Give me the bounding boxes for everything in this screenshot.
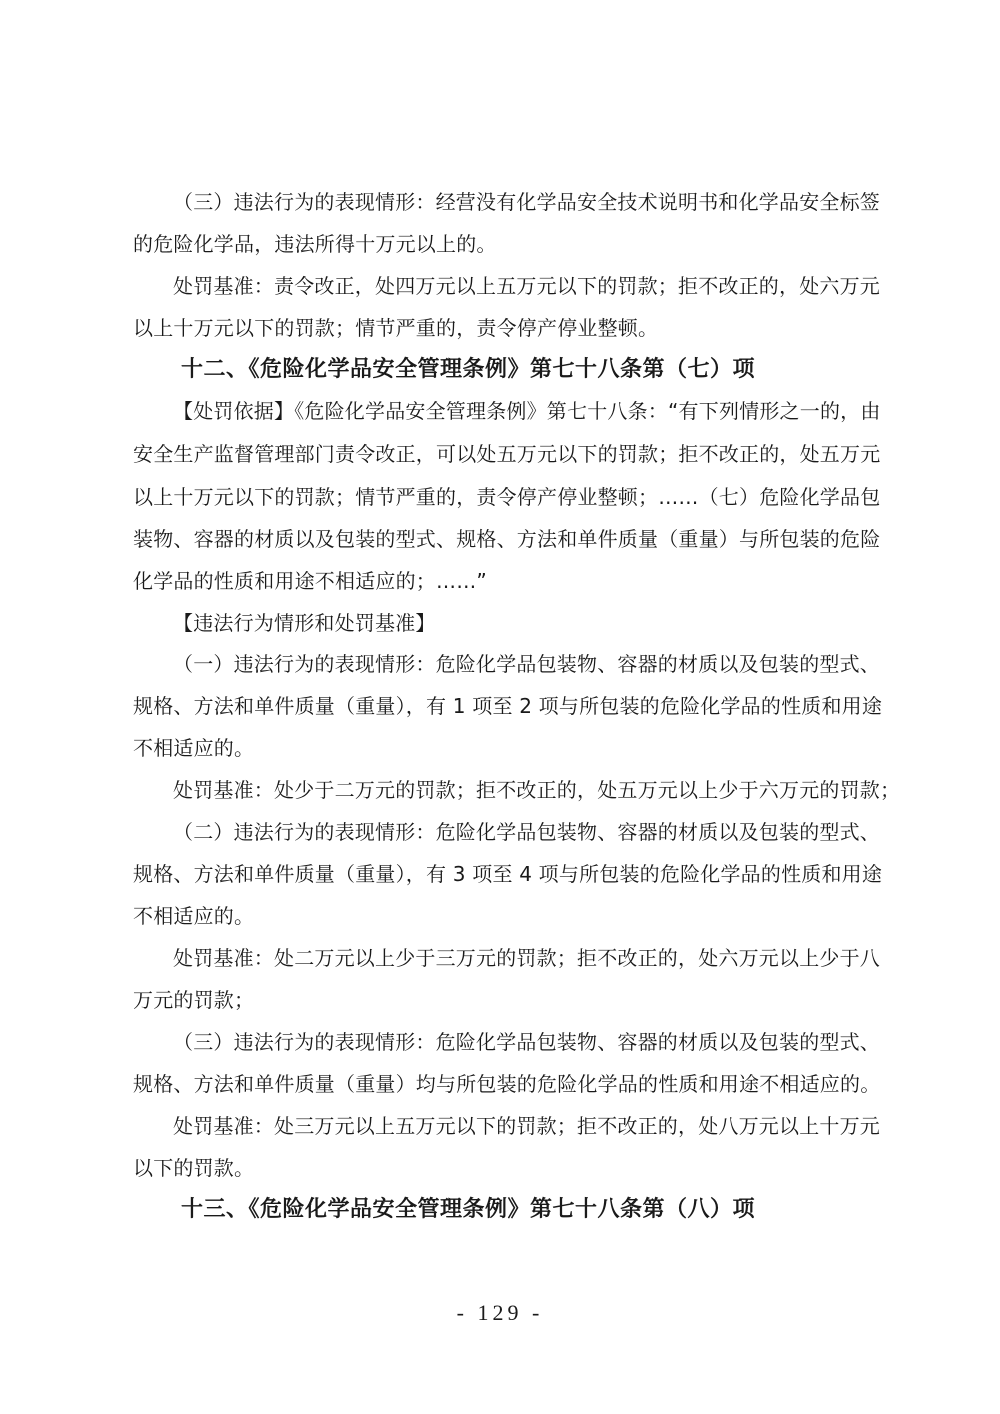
paragraph-line: 安全生产监督管理部门责令改正，可以处五万元以下的罚款；拒不改正的，处五万元 [133, 442, 881, 466]
paragraph-line: 以上十万元以下的罚款；情节严重的，责令停产停业整顿；……（七）危险化学品包 [133, 485, 881, 509]
paragraph-line: 以上十万元以下的罚款；情节严重的，责令停产停业整顿。 [133, 316, 659, 340]
paragraph-line: 不相适应的。 [133, 904, 255, 928]
paragraph-line: 装物、容器的材质以及包装的型式、规格、方法和单件质量（重量）与所包装的危险 [133, 527, 881, 551]
paragraph-line: 处罚基准：责令改正，处四万元以上五万元以下的罚款；拒不改正的，处六万元 [173, 274, 880, 298]
paragraph-line: 处罚基准：处少于二万元的罚款；拒不改正的，处五万元以上少于六万元的罚款； [173, 778, 901, 802]
paragraph-line: 规格、方法和单件质量（重量），有 3 项至 4 项与所包装的危险化学品的性质和用途 [133, 862, 883, 886]
paragraph-line: 【处罚依据】《危险化学品安全管理条例》第七十八条：“有下列情形之一的，由 [173, 399, 881, 423]
paragraph-line: 规格、方法和单件质量（重量），有 1 项至 2 项与所包装的危险化学品的性质和用途 [133, 694, 883, 718]
paragraph-line: 万元的罚款； [133, 988, 255, 1012]
section-heading: 十三、《危险化学品安全管理条例》第七十八条第（八）项 [181, 1196, 756, 1222]
paragraph-line: 处罚基准：处三万元以上五万元以下的罚款；拒不改正的，处八万元以上十万元 [173, 1114, 880, 1138]
subsection-label: 【违法行为情形和处罚基准】 [173, 611, 436, 635]
paragraph-line: （三）违法行为的表现情形：经营没有化学品安全技术说明书和化学品安全标签 [173, 190, 880, 214]
paragraph-line: 以下的罚款。 [133, 1156, 255, 1180]
page-number: - 129 - [456, 1300, 544, 1325]
paragraph-line: 处罚基准：处二万元以上少于三万元的罚款；拒不改正的，处六万元以上少于八 [173, 946, 880, 970]
paragraph-line: 规格、方法和单件质量（重量）均与所包装的危险化学品的性质和用途不相适应的。 [133, 1072, 881, 1096]
paragraph-line: （一）违法行为的表现情形：危险化学品包装物、容器的材质以及包装的型式、 [173, 652, 880, 676]
paragraph-line: 的危险化学品，违法所得十万元以上的。 [133, 232, 497, 256]
section-heading: 十二、《危险化学品安全管理条例》第七十八条第（七）项 [181, 356, 756, 382]
paragraph-line: （三）违法行为的表现情形：危险化学品包装物、容器的材质以及包装的型式、 [173, 1030, 880, 1054]
paragraph-line: 不相适应的。 [133, 736, 255, 760]
paragraph-line: （二）违法行为的表现情形：危险化学品包装物、容器的材质以及包装的型式、 [173, 820, 880, 844]
paragraph-line: 化学品的性质和用途不相适应的；……” [133, 569, 487, 593]
